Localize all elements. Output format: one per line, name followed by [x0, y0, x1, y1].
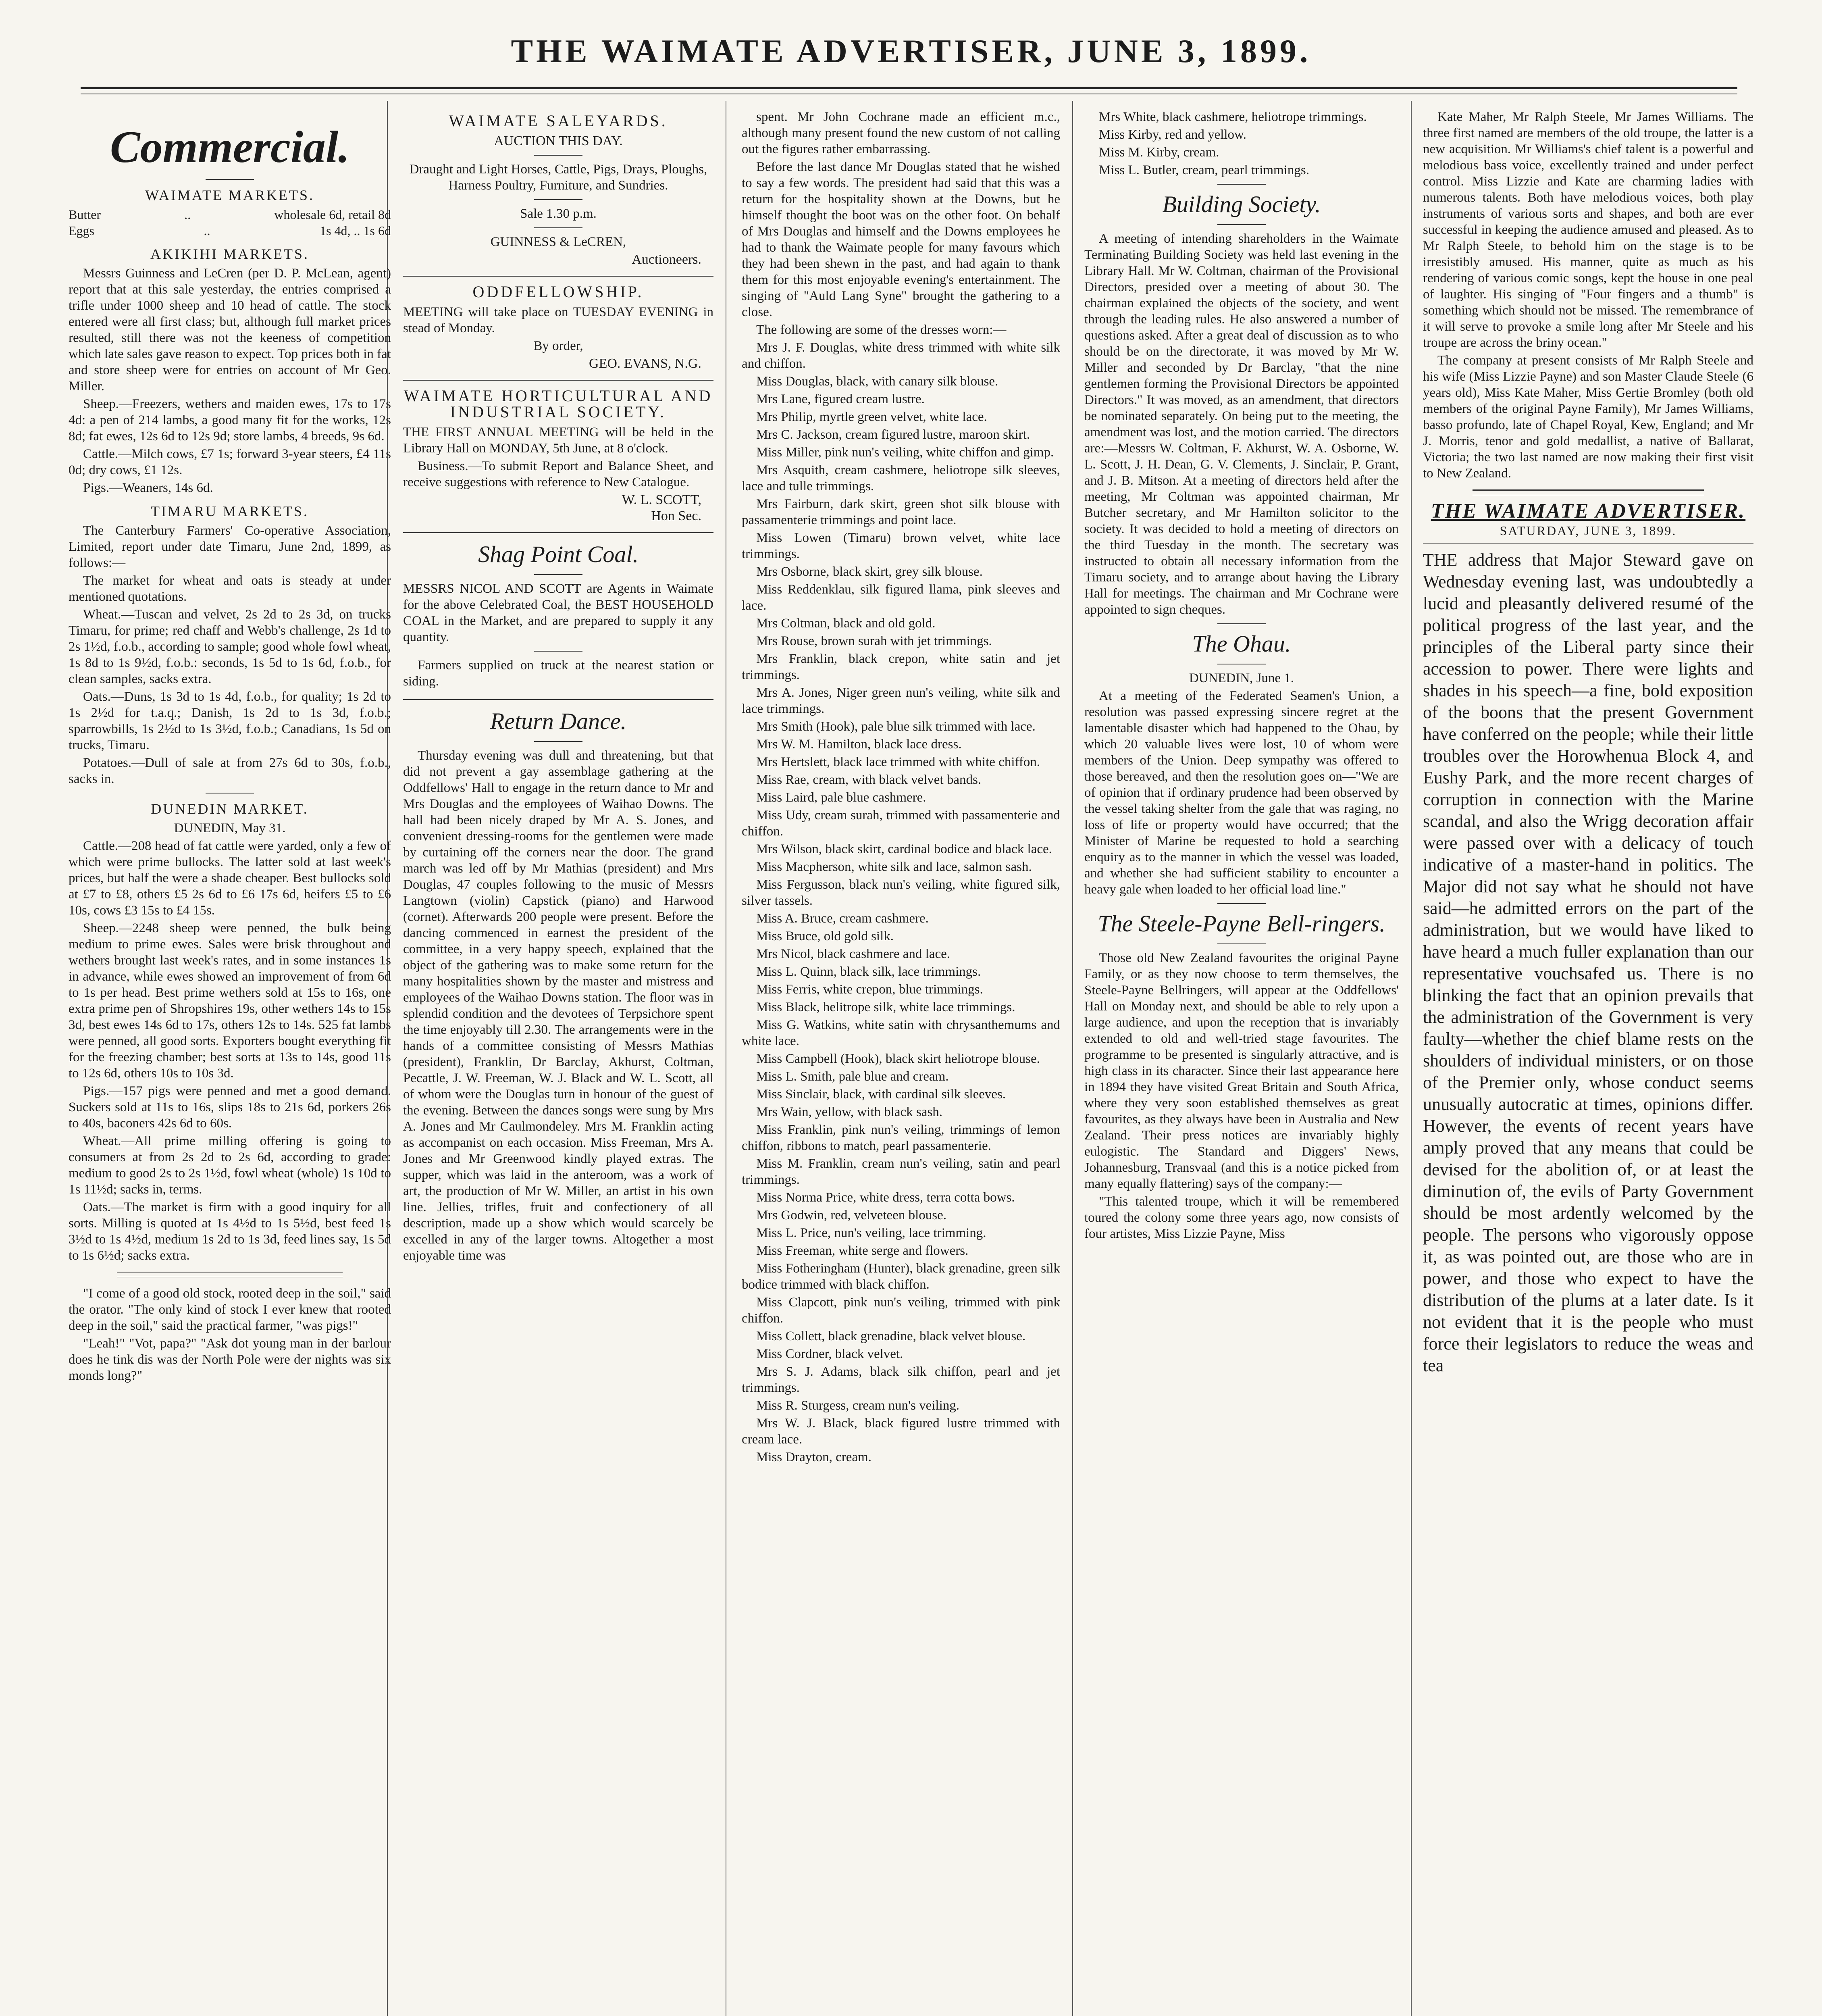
- dateline: DUNEDIN, May 31.: [174, 821, 286, 835]
- dress-entry: Miss Lowen (Timaru) brown velvet, white lace trimmings.: [742, 531, 1060, 561]
- dress-entry: Mrs Rouse, brown surah with jet trimmings.: [756, 634, 992, 648]
- dress-entry: Mrs Wilson, black skirt, cardinal bodice and black lace.: [756, 842, 1052, 856]
- editorial-masthead: THE WAIMATE ADVERTISER.: [1431, 500, 1746, 523]
- article-title-building-society: Building Society.: [1162, 191, 1321, 217]
- divider: [534, 155, 582, 156]
- paragraph: Cattle.—Milch cows, £7 1s; forward 3-year steers, £4 11s 0d; dry cows, £1 12s.: [69, 447, 391, 477]
- dress-entry: Mrs Lane, figured cream lustre.: [756, 392, 925, 406]
- article-title-return-dance: Return Dance.: [490, 708, 627, 734]
- divider: [1217, 943, 1266, 944]
- paragraph: Those old New Zealand favourites the original Payne Family, or as they now choose to term themselves, the Steele-Payne Bellringers, will appear at the Oddfellows' Hall on Monday next, and should be able to rely upon a large audience, and upon the reception that is invariably extended to old and well-tried stage favourites. The programme to be presented is singularly attractive, and is high class in its character. Since their last appearance here in 1894 they have visited Great Britain and South Africa, where they very soon established themselves as great favourites, as they always have been in Australia and New Zealand. Their press notices are invariably highly eulogistic. The Standard and Diggers' News, Johannesburg, Transvaal (and this is a notice picked from many equally flattering) says of the company:—: [1084, 951, 1399, 1191]
- column-advertisements: [403, 109, 713, 2016]
- paragraph: Wheat.—All prime milling offering is going to consumers at from 2s 2d to 2s 6d, according to grade: medium to good 2s to 2s 1½d, fowl wheat (whole) 1s 10d to 1s 11½d; sacks in, terms.: [69, 1134, 391, 1197]
- dress-entry: Miss Fotheringham (Hunter), black grenadine, green silk bodice trimmed with black chiffon.: [742, 1261, 1060, 1292]
- section-heading-commercial: Commercial.: [110, 122, 350, 172]
- paragraph: Wheat.—Tuscan and velvet, 2s 2d to 2s 3d, on trucks Timaru, for prime; red chaff and Webb's challenge, 2s 1d to 2s 1½d, f.o.b., according to sample; good whole fowl wheat, 1s 8d to 1s 9½d, f.o.b.: seconds, 1s 5d to 1s 6d, f.o.b., for clean samples, sacks extra.: [69, 607, 391, 686]
- paragraph: Pigs.—157 pigs were penned and met a good demand. Suckers sold at 11s to 16s, slips 18s to 21s 6d, porkers 26s to 40s, baconers 42s 6d to 60s.: [69, 1084, 391, 1131]
- dress-entry: Miss Norma Price, white dress, terra cotta bows.: [756, 1190, 1015, 1205]
- ornamental-divider: [1473, 489, 1704, 495]
- dress-entry: Mrs Hertslett, black lace trimmed with white chiffon.: [756, 755, 1040, 769]
- ad-body: MEETING will take place on TUESDAY EVENING in stead of Monday.: [403, 305, 713, 335]
- market-dots: ..: [204, 223, 210, 238]
- dress-entry: Mrs J. F. Douglas, white dress trimmed with white silk and chiffon.: [742, 340, 1060, 371]
- market-price: 1s 4d, .. 1s 6d: [320, 223, 391, 238]
- ad-saleyards: [403, 113, 713, 277]
- market-row: [69, 223, 391, 239]
- editorial: [1423, 549, 1753, 1377]
- dress-entry: Mrs Franklin, black crepon, white satin and jet trimmings.: [742, 652, 1060, 682]
- dress-entry: Miss Sinclair, black, with cardinal silk sleeves.: [756, 1087, 1006, 1102]
- paragraph: At a meeting of the Federated Seamen's Union, a resolution was passed expressing sincere regret at the lamentable disaster which had happened to the Ohau, by which 20 valuable lives were lost, 10 of whom were members of the Union. Deep sympathy was offered to those bereaved, and then the resolution goes on—"We are of opinion that if ordinary prudence had been observed by the vessel taking shelter from the gale that was raging, no loss of life or property would have occurred; that the Minister of Marine be requested to hold a searching enquiry as to the manner in which the vessel was loaded, and whether she had sufficient stability to encounter a heavy gale when loaded to her official load line.": [1084, 689, 1399, 897]
- dress-entry: Miss Drayton, cream.: [756, 1450, 871, 1464]
- paragraph: The following are some of the dresses worn:—: [756, 323, 1007, 337]
- dress-entry: Miss R. Sturgess, cream nun's veiling.: [756, 1398, 959, 1413]
- return-dance-continued: [742, 109, 1060, 338]
- ad-order: By order,: [533, 339, 583, 353]
- market-price: wholesale 6d, retail 8d: [274, 207, 391, 222]
- dress-entry: Mrs Osborne, black skirt, grey silk blouse.: [756, 564, 983, 579]
- dress-entry: Miss A. Bruce, cream cashmere.: [756, 911, 929, 926]
- paragraph: Potatoes.—Dull of sale at from 27s 6d to 30s, f.o.b., sacks in.: [69, 756, 391, 786]
- market-item: Butter: [69, 207, 101, 222]
- dress-entry: Mrs Fairburn, dark skirt, green shot silk blouse with passamenterie trimmings and point lace.: [742, 497, 1060, 527]
- divider: [1217, 903, 1266, 904]
- column-divider: [1411, 101, 1412, 2016]
- article-title-ohau: The Ohau.: [1192, 631, 1291, 657]
- ornamental-divider: [117, 1272, 343, 1277]
- return-dance-article: [403, 748, 713, 1264]
- timaru-report: [69, 523, 391, 787]
- ad-body: MESSRS NICOL AND SCOTT are Agents in Waimate for the above Celebrated Coal, the BEST HOUSEHOLD COAL in the Market, and are prepared to supply it any quantity.: [403, 581, 713, 644]
- dress-entry: Mrs Godwin, red, velveteen blouse.: [756, 1208, 946, 1223]
- paragraph: Messrs Guinness and LeCren (per D. P. McLean, agent) report that at this sale yesterday, the entries comprised a trifle under 1000 sheep and 10 head of cattle. The stock entered were all first class; but, although full market prices resulted, still there was not the keeness of competition which late sales gave reason to expect. Top prices both in fat and store sheep were for entries on account of Mr Geo. Miller.: [69, 266, 391, 394]
- ohau-article: [1084, 688, 1399, 898]
- dress-entry: Miss Laird, pale blue cashmere.: [756, 790, 926, 805]
- dress-entry: Miss L. Quinn, black silk, lace trimmings.: [756, 964, 981, 979]
- dress-entry: Mrs White, black cashmere, heliotrope trimmings.: [1099, 110, 1367, 124]
- dress-entry: Mrs W. J. Black, black figured lustre trimmed with cream lace.: [742, 1416, 1060, 1447]
- market-row: [69, 206, 391, 223]
- dress-entry: Miss Cordner, black velvet.: [756, 1347, 903, 1361]
- editorial-text: THE address that Major Steward gave on Wednesday evening last, was undoubtedly a lucid and pleasantly delivered resumé of the political progress of the last year, and the principles of the Liberal party since their accession to power. There were lights and shades in his speech—a fine, bold exposition of the boons that the present Government have conferred on the people; while their little troubles over the Horowhenua Block 4, and Eushy Park, and the more recent charges of corruption in connection with the Marine scandal, and also the Wrigg decoration affair were passed over with a delicacy of touch indicative of a master-hand in politics. The Major did not say what he should not have said—he admitted errors on the part of the administration, but we would have liked to have heard a much fuller explanation than our representative vouchsafed us. There is no blinking the fact that an opinion prevails that the administration of the Government is very faulty—whether the chief blame rests on the shoulders of individual ministers, or on those of the Premier only, whose conduct seems unusually autocratic at times, opinions differ. However, the events of recent years have amply proved that any means that could be devised for the abolition of, or at least the diminution of, the evils of Party Government should be most ardently welcomed by the people. The persons who vigorously oppose it, as was pointed out, are those who are in power, and those who expect to have the distribution of the plums at a later date. Is it not evident that it is the people who must force their legislators to reduce the weas and tea: [1423, 550, 1753, 1375]
- dress-entry: Miss Ferris, white crepon, blue trimmings.: [756, 982, 983, 997]
- ad-title: ODDFELLOWSHIP.: [472, 283, 644, 301]
- ad-title: WAIMATE SALEYARDS.: [449, 112, 668, 130]
- paragraph: Cattle.—208 head of fat cattle were yarded, only a few of which were prime bullocks. The latter sold at last week's prices, but half the were a shade cheaper. Best bullocks sold at £7 to £8, others £5 2s 6d to £6 17s 6d, heifers £5 to £6 10s, cows £3 15s to £4 15s.: [69, 839, 391, 918]
- dress-entry: Miss Udy, cream surah, trimmed with passamenterie and chiffon.: [742, 808, 1060, 839]
- dress-entry: Mrs Asquith, cream cashmere, heliotrope silk sleeves, lace and tulle trimmings.: [742, 463, 1060, 494]
- paragraph: spent. Mr John Cochrane made an efficient m.c., although many present found the new custom of not calling out the figures rather embarrassing.: [742, 110, 1060, 156]
- dunedin-market-title: DUNEDIN MARKET.: [151, 801, 309, 817]
- dress-entry: Mrs W. M. Hamilton, black lace dress.: [756, 737, 962, 752]
- dress-entry: Miss M. Franklin, cream nun's veiling, satin and pearl trimmings.: [742, 1156, 1060, 1187]
- column-commercial: [69, 109, 391, 2016]
- dress-list: [742, 339, 1060, 1465]
- paragraph: Sheep.—2248 sheep were penned, the bulk being medium to prime ewes. Sales were brisk throughout and wethers brought last week's rates, and in some instances 1s in advance, while ewes showed an improvement of from 6d to 1s per head. Best prime wethers sold at 15s to 16s, one extra prime pen of Shropshires 19s, other wethers 14s to 15s 3d, best ewes 14s 6d to 17s, others 12s to 14s. 525 fat lambs were penned, all good sorts. Exporters bought everything fit for the freezing chamber; best sorts at 13s to 14s, good 11s to 12s 6d, others 10s to 10s 3d.: [69, 921, 391, 1081]
- market-dots: ..: [184, 207, 191, 222]
- dress-entry: Miss L. Smith, pale blue and cream.: [756, 1069, 949, 1084]
- divider: [1217, 184, 1266, 185]
- dress-entry: Miss Miller, pink nun's veiling, white chiffon and gimp.: [756, 445, 1054, 460]
- ad-oddfellowship: [403, 284, 713, 381]
- divider: [534, 227, 582, 228]
- dress-entry: Mrs Smith (Hook), pale blue silk trimmed with lace.: [756, 719, 1036, 734]
- ad-signature: W. L. SCOTT,: [622, 492, 701, 507]
- dress-entry: Miss Freeman, white serge and flowers.: [756, 1243, 969, 1258]
- dress-entry: Miss Macpherson, white silk and lace, salmon sash.: [756, 860, 1032, 874]
- column-dance-continued: [742, 109, 1060, 2016]
- timaru-markets-title: TIMARU MARKETS.: [150, 503, 309, 519]
- dress-entry: Miss M. Kirby, cream.: [1099, 145, 1219, 160]
- divider: [1217, 623, 1266, 624]
- dress-entry: Mrs C. Jackson, cream figured lustre, maroon skirt.: [756, 427, 1030, 442]
- dress-entry: Miss Franklin, pink nun's veiling, trimmings of lemon chiffon, ribbons to match, pearl passamenterie.: [742, 1123, 1060, 1153]
- column-editorial: [1423, 109, 1753, 2016]
- dress-entry: Miss Bruce, old gold silk.: [756, 929, 894, 943]
- paragraph: "This talented troupe, which it will be remembered toured the colony some three years ago, now consists of four artistes, Miss Lizzie Payne, Miss: [1084, 1194, 1399, 1241]
- dateline: DUNEDIN, June 1.: [1189, 671, 1294, 685]
- dress-entry: Miss Rae, cream, with black velvet bands.: [756, 773, 982, 787]
- divider: [534, 651, 582, 652]
- building-society-article: [1084, 231, 1399, 618]
- dress-entry: Mrs A. Jones, Niger green nun's veiling, white silk and lace trimmings.: [742, 685, 1060, 716]
- article-title-bellringers: The Steele-Payne Bell-ringers.: [1098, 910, 1385, 937]
- akikihi-markets-title: AKIKIHI MARKETS.: [150, 246, 309, 262]
- waimate-markets-title: WAIMATE MARKETS.: [145, 187, 314, 203]
- ad-signature-role: Hon Sec.: [651, 508, 701, 523]
- akikihi-report: [69, 265, 391, 496]
- ad-body: Draught and Light Horses, Cattle, Pigs, Drays, Ploughs, Harness Poultry, Furniture, and Sundries.: [409, 162, 707, 193]
- ad-business: Business.—To submit Report and Balance Sheet, and receive suggestions with reference to New Catalogue.: [403, 459, 713, 489]
- dress-entry: Miss G. Watkins, white satin with chrysanthemums and white lace.: [742, 1018, 1060, 1048]
- paragraph: The market for wheat and oats is steady at under mentioned quotations.: [69, 573, 391, 604]
- divider: [206, 179, 254, 180]
- bellringers-article: [1084, 950, 1399, 1242]
- dress-entry: Mrs Coltman, black and old gold.: [756, 616, 936, 631]
- newspaper-masthead: THE WAIMATE ADVERTISER, JUNE 3, 1899.: [511, 33, 1311, 69]
- market-item: Eggs: [69, 223, 94, 238]
- divider: [534, 574, 582, 575]
- paragraph: Oats.—The market is firm with a good inquiry for all sorts. Milling is quoted at 1s 4½d to 1s 5½d, best feed 1s 3½d to 1s 4½d, medium 1s 2d to 1s 3d, feed lines say, 1s 5d to 1s 6½d; sacks extra.: [69, 1200, 391, 1263]
- column-divider: [1072, 101, 1073, 2016]
- ad-body-secondary: Farmers supplied on truck at the nearest station or siding.: [403, 658, 713, 689]
- masthead-rule: [81, 87, 1737, 89]
- dress-entry: Miss Clapcott, pink nun's veiling, trimmed with pink chiffon.: [742, 1295, 1060, 1326]
- dress-entry: Miss Reddenklau, silk figured llama, pink sleeves and lace.: [742, 582, 1060, 613]
- anecdote-paragraph: "I come of a good old stock, rooted deep in the soil," said the orator. "The only kind of stock I ever knew that rooted deep in the soil," said the practical farmer, "was pigs!": [69, 1286, 391, 1333]
- dunedin-report: [69, 838, 391, 1264]
- ad-signature: GEO. EVANS, N.G.: [589, 356, 701, 371]
- paragraph: Kate Maher, Mr Ralph Steele, Mr James Williams. The three first named are members of the old troupe, the latter is a new acquisition. Mr Williams's chief talent is a powerful and melodious bass voice, excellently trained and under perfect control. Miss Lizzie and Kate are charming ladies with numerous talents. Both have melodious voices, both play instruments of various sorts and shapes, and both are ever successful in keeping the audience amused and pleased. As to Mr Ralph Steele, to behold him on the stage is to be irresistibly amused. His manner, quite as much as his rendering of various comic songs, kept the house in one peal of laughter. His singing of "Four fingers and a thumb" is something which should not be missed. The remembrance of it will serve to provoke a smile long after Mr Steele and his troupe are across the briny ocean.": [1423, 110, 1753, 350]
- paragraph: The company at present consists of Mr Ralph Steele and his wife (Miss Lizzie Payne) and son Master Claude Steele (6 years old), Miss Kate Maher, Miss Gertie Bromley (both old members of the original Payne Family), Mr James Williams, basso profundo, late of Chapel Royal, Kew, England; and Mr J. Morris, tenor and gold medallist, a native of Ballarat, Victoria; the two last named are now making their first visit to New Zealand.: [1423, 353, 1753, 481]
- column-news: [1084, 109, 1399, 2016]
- ad-coal: [403, 540, 713, 700]
- dress-entry: Miss L. Butler, cream, pearl trimmings.: [1099, 163, 1309, 177]
- dress-entry: Miss Black, helitrope silk, white lace trimmings.: [756, 1000, 1015, 1014]
- paragraph: Oats.—Duns, 1s 3d to 1s 4d, f.o.b., for quality; 1s 2d to 1s 2½d for t.a.q.; Danish, 1s 2d to 1s 3d, f.o.b.; sparrowbills, 1s 2½d to 1s 3½d, f.o.b.; Canadians, 1s 5d on trucks, Timaru.: [69, 689, 391, 752]
- ad-subtitle: AUCTION THIS DAY.: [494, 133, 623, 148]
- dress-entry: Mrs S. J. Adams, black silk chiffon, pearl and jet trimmings.: [742, 1364, 1060, 1395]
- dress-entry: Miss Douglas, black, with canary silk blouse.: [756, 374, 998, 389]
- anecdotes: [69, 1285, 391, 1384]
- ad-title: WAIMATE HORTICULTURAL AND INDUSTRIAL SOCIETY.: [404, 387, 713, 421]
- divider: [534, 199, 582, 200]
- dress-entry: Miss Fergusson, black nun's veiling, white figured silk, silver tassels.: [742, 877, 1060, 908]
- dress-list-continued: [1084, 109, 1399, 178]
- dress-entry: Mrs Wain, yellow, with black sash.: [756, 1105, 943, 1119]
- paragraph: Sheep.—Freezers, wethers and maiden ewes, 17s to 17s 4d: a pen of 214 lambs, a good many fit for the works, 12s 8d; fat ewes, 12s 6d to 12s 9d; store lambs, 4 breeds, 9s 6d.: [69, 397, 391, 444]
- ad-horticultural: [403, 388, 713, 533]
- paragraph: The Canterbury Farmers' Co-operative Association, Limited, report under date Timaru, June 2nd, 1899, as follows:—: [69, 523, 391, 570]
- dress-entry: Mrs Nicol, black cashmere and lace.: [756, 947, 951, 961]
- dress-entry: Miss Kirby, red and yellow.: [1099, 127, 1246, 142]
- ad-title: Shag Point Coal.: [478, 541, 639, 567]
- ad-signature: GUINNESS & LeCREN,: [490, 235, 626, 249]
- anecdote-paragraph: "Leah!" "Vot, papa?" "Ask dot young man in der barlour does he tink dis was der North Pole were der nights was six monds long?": [69, 1336, 391, 1383]
- bellringers-continued: [1423, 109, 1753, 481]
- paragraph: Before the last dance Mr Douglas stated that he wished to say a few words. The president had said that this was a return for the hospitality shown at the Downs, but he himself thought the boot was on the other foot. On behalf of Mrs Douglas and himself and the Downs employees he had to thank the Waimate people for many favours which they had been shewn in the past, and had again to thank them for this most enjoyable evening's entertainment. The singing of "Auld Lang Syne" brought the gathering to a close.: [742, 160, 1060, 319]
- ad-time: Sale 1.30 p.m.: [520, 206, 597, 221]
- divider: [1217, 224, 1266, 225]
- dress-entry: Mrs Philip, myrtle green velvet, white lace.: [756, 410, 987, 424]
- divider: [534, 741, 582, 742]
- paragraph: Thursday evening was dull and threatening, but that did not prevent a gay assemblage gathering at the Oddfellows' Hall to engage in the return dance to Mr and Mrs Douglas and the employees of Waihao Downs. The hall had been nicely draped by Mr A. S. Jones, and convenient dressing-rooms for the gentlemen were made by curtaining off the corners near the door. The grand march was led off by Mr Mathias (president) and Mrs Douglas, 47 couples following to the music of Messrs Langtown (violin) Capstick (piano) and Harwood (cornet). Afterwards 200 people were present. Before the dancing commenced in earnest the president of the committee, in a very happy speech, explained that the object of the gathering was to make some return for the many hospitalities shown by the master and mistress and employees of the Waihao Downs station. The floor was in splendid condition and the devotees of Terpsichore spent the time enjoyably till 2.30. The arrangements were in the hands of a committee consisting of Messrs Mathias (president), Franklin, Dr Barclay, Akhurst, Coltman, Pecattle, J. W. Freeman, W. J. Black and W. L. Scott, all of whom were the Douglas turn in honour of the guest of the evening. Between the dances songs were sung by Mrs A. Jones and Mr Caulmondeley. Mrs M. Franklin acting as accompanist on each occasion. Miss Freeman, Mrs A. Jones and Mr Greenwood kindly played extras. The supper, which was laid in the anteroom, was a work of art, the production of Mr W. Miller, an artist in his own line. Jellies, trifles, fruit and confectionery of all description, made up a show which would scarcely be excelled in any of the larger towns. Altogether a most enjoyable time was: [403, 748, 713, 1263]
- ad-body: THE FIRST ANNUAL MEETING will be held in the Library Hall on MONDAY, 5th June, at 8 o'clock.: [403, 425, 713, 456]
- dress-entry: Miss Collett, black grenadine, black velvet blouse.: [756, 1329, 1026, 1343]
- dress-entry: Miss L. Price, nun's veiling, lace trimming.: [756, 1226, 986, 1240]
- editorial-date: SATURDAY, JUNE 3, 1899.: [1423, 523, 1753, 544]
- paragraph: A meeting of intending shareholders in the Waimate Terminating Building Society was held last evening in the Library Hall. Mr W. Coltman, chairman of the Provisional Directors, presided over a meeting of about 30. The chairman explained the objects of the society, and went through the leading rules. He also answered a number of questions asked. After a great deal of discussion as to who should be on the directorate, it was moved by Mr W. Miller and seconded by Dr Barclay, "that the nine gentlemen forming the Provisional Directors be appointed Directors." It was moved, as an amendment, that directors be nominated separately. On being put to the meeting, the amendment was lost, and the motion carried. The directors are:—Messrs W. Coltman, F. Akhurst, W. A. Osborne, W. L. Scott, J. H. Dean, G. V. Clements, J. Sinclair, P. Grant, and J. B. Mitson. At a meeting of directors held after the meeting, Mr Coltman was appointed chairman, Mr Butcher secretary, and Mr Hamilton solicitor to the society. It was decided to hold a meeting of directors on the third Tuesday in the month. The secretary was instructed to obtain all necessary information from the Timaru society, and to arrange about having the Library Hall for meetings. The chairman and Mr Cochrane were appointed to sign cheques.: [1084, 231, 1399, 617]
- paragraph: Pigs.—Weaners, 14s 6d.: [83, 481, 213, 495]
- ad-signature-role: Auctioneers.: [632, 252, 701, 267]
- dress-entry: Miss Campbell (Hook), black skirt heliotrope blouse.: [756, 1052, 1040, 1066]
